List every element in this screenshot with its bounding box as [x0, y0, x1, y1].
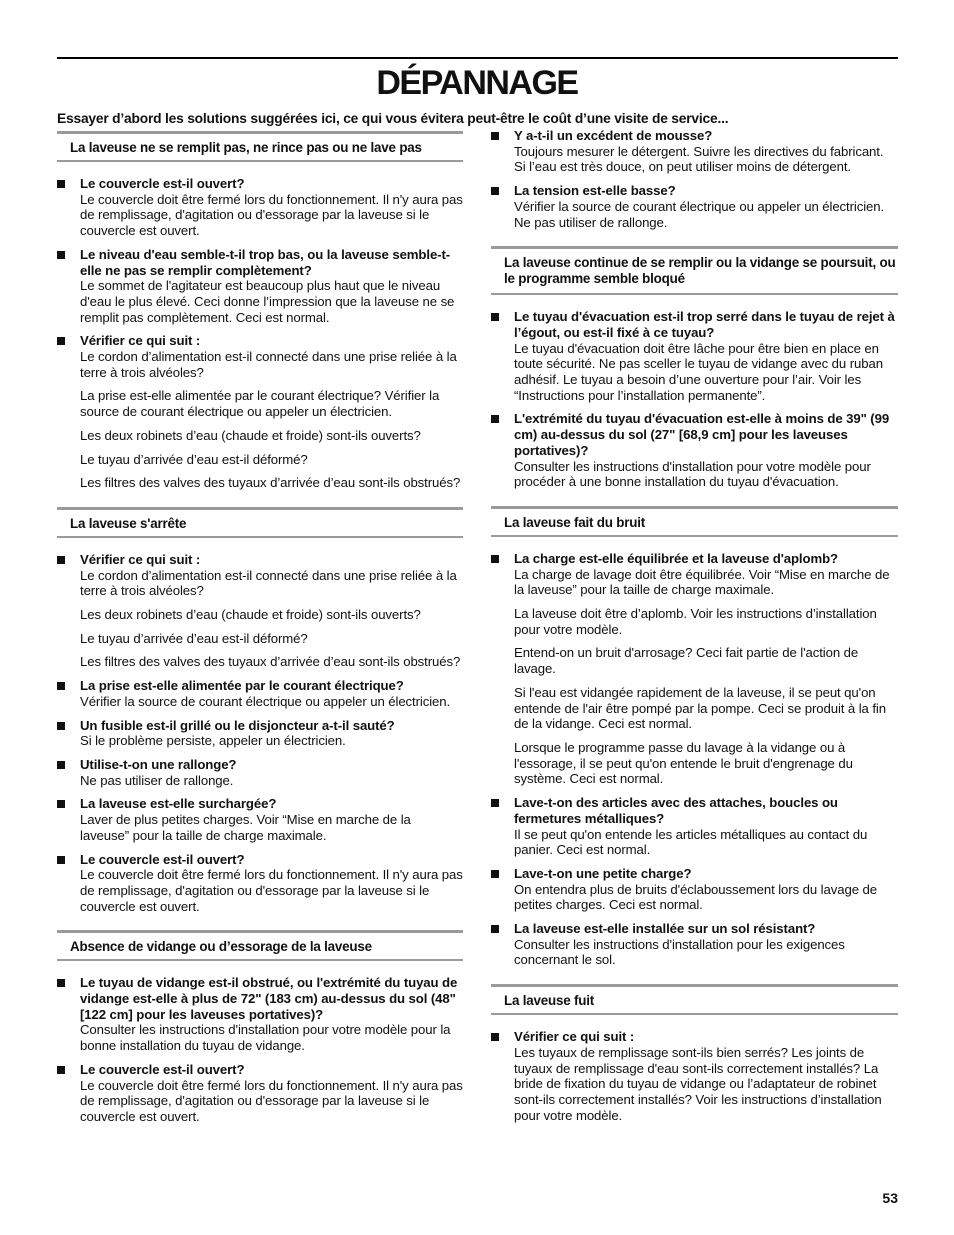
list-item: [57, 852, 463, 915]
item-question: Le niveau d'eau semble-t-il trop bas, ou la laveuse semble-t-elle ne pas se remplir complètement?: [80, 246, 451, 278]
list-item: [491, 309, 898, 403]
troubleshooting-list: [57, 176, 463, 491]
list-item: [57, 333, 463, 491]
item-question: Le tuyau d'évacuation est-il trop serré dans le tuyau de rejet à l’égout, ou est-il fixé à ce tuyau?: [514, 309, 895, 340]
square-bullet-icon: [491, 415, 499, 423]
square-bullet-icon: [491, 313, 499, 321]
square-bullet-icon: [491, 870, 499, 878]
list-item: [57, 757, 463, 788]
section-heading: Absence de vidange ou d’essorage de la laveuse: [57, 930, 463, 961]
list-item: [491, 866, 898, 913]
item-question: Le tuyau de vidange est-il obstrué, ou l'extrémité du tuyau de vidange est-elle à plus de 72" (183 cm) au-dessus du sol (48" [122 cm] pour les laveuses portatives)?: [80, 975, 458, 1022]
item-question: La prise est-elle alimentée par le courant électrique?: [80, 678, 404, 694]
list-item: [57, 796, 463, 843]
troubleshooting-list: [491, 309, 898, 490]
list-item: [57, 678, 463, 709]
item-question: Lave-t-on des articles avec des attaches, boucles ou fermetures métalliques?: [514, 795, 838, 826]
item-extra-text: La prise est-elle alimentée par le courant électrique? Vérifier la source de courant électrique ou appeler un électricien.: [80, 388, 440, 420]
list-item: [491, 1029, 898, 1123]
item-question: Le couvercle est-il ouvert?: [80, 1061, 245, 1077]
item-answer: Il se peut qu'on entende les articles métalliques au contact du panier. Ceci est normal.: [514, 826, 868, 858]
item-answer: Le couvercle doit être fermé lors du fonctionnement. Il n'y aura pas de remplissage, d'agitation ou d'essorage par la laveuse si le couvercle est ouvert.: [80, 191, 463, 239]
list-item: [57, 975, 463, 1054]
item-question: Le couvercle est-il ouvert?: [80, 851, 245, 867]
square-bullet-icon: [57, 856, 65, 864]
list-item: [491, 795, 898, 858]
item-answer: Laver de plus petites charges. Voir “Mise en marche de la laveuse” pour la taille de charge maximale.: [80, 812, 411, 843]
square-bullet-icon: [491, 1033, 499, 1041]
item-question: La laveuse est-elle installée sur un sol résistant?: [514, 921, 816, 937]
item-question: La laveuse est-elle surchargée?: [80, 796, 277, 812]
square-bullet-icon: [57, 761, 65, 769]
item-answer: Vérifier la source de courant électrique ou appeler un électricien. Ne pas utiliser de rallonge.: [514, 198, 885, 230]
item-extra-text: Si l'eau est vidangée rapidement de la laveuse, il se peut qu'on entende de l'air être pompé par la pompe. Ceci se produit à la fin de la vidange. Ceci est normal.: [514, 684, 886, 732]
list-item: [57, 1062, 463, 1125]
list-item: [491, 183, 898, 230]
item-answer: Consulter les instructions d'installation pour votre modèle pour la bonne installation du tuyau de vidange.: [80, 1022, 451, 1054]
item-answer: Le tuyau d'évacuation doit être lâche pour être bien en place en toute sécurité. Ne pas sceller le tuyau de vidange avec du ruban adhésif. Le tuyau a besoin d’une ouverture pour l’air. Voir les “Instructions pour l’installation permanente”.: [514, 340, 883, 403]
item-answer: Consulter les instructions d'installation pour les exigences concernant le sol.: [514, 936, 845, 968]
square-bullet-icon: [57, 251, 65, 259]
item-answer: Ne pas utiliser de rallonge.: [80, 772, 234, 788]
item-question: Vérifier ce qui suit :: [80, 551, 201, 567]
item-answer: On entendra plus de bruits d'éclaboussement lors du lavage de petites charges. Ceci est normal.: [514, 881, 877, 913]
section-heading: La laveuse fuit: [491, 984, 898, 1015]
item-answer: Le couvercle doit être fermé lors du fonctionnement. Il n'y aura pas de remplissage, d'agitation ou d'essorage par la laveuse si le couvercle est ouvert.: [80, 1077, 463, 1124]
list-item: [491, 128, 898, 175]
square-bullet-icon: [491, 187, 499, 195]
item-extra-text: Les deux robinets d’eau (chaude et froide) sont-ils ouverts?: [80, 427, 421, 443]
item-answer: Le cordon d’alimentation est-il connecté dans une prise reliée à la terre à trois alvéoles?: [80, 567, 457, 599]
list-item: [491, 551, 898, 787]
square-bullet-icon: [57, 180, 65, 188]
square-bullet-icon: [57, 800, 65, 808]
item-question: L'extrémité du tuyau d'évacuation est-elle à moins de 39" (99 cm) au-dessus du sol (27" [68,9 cm] pour les laveuses portatives)?: [514, 411, 890, 458]
square-bullet-icon: [57, 556, 65, 564]
intro-text: Essayer d’abord les solutions suggérées ici, ce qui vous évitera peut-être le coût d’une visite de service...: [57, 111, 729, 126]
item-question: Y a-t-il un excédent de mousse?: [514, 128, 713, 143]
list-item: [491, 921, 898, 968]
page-number: 53: [882, 1190, 898, 1206]
item-answer: La charge de lavage doit être équilibrée. Voir “Mise en marche de la laveuse” pour la taille de charge maximale.: [514, 566, 890, 598]
right-column: [491, 128, 898, 1139]
item-answer: Toujours mesurer le détergent. Suivre les directives du fabricant. Si l’eau est très douce, on peut utiliser moins de détergent.: [514, 143, 884, 175]
square-bullet-icon: [491, 555, 499, 563]
troubleshooting-list: [491, 1029, 898, 1123]
item-question: La tension est-elle basse?: [514, 183, 676, 199]
page-title: DÉPANNAGE: [376, 64, 578, 102]
square-bullet-icon: [57, 1066, 65, 1074]
item-extra-text: La laveuse doit être d’aplomb. Voir les instructions d’installation pour votre modèle.: [514, 606, 877, 637]
item-answer: Si le problème persiste, appeler un électricien.: [80, 733, 346, 749]
item-question: Vérifier ce qui suit :: [514, 1029, 635, 1045]
item-answer: Les tuyaux de remplissage sont-ils bien serrés? Les joints de tuyaux de remplissage d'eau sont-ils correctement installés? La bride de fixation du tuyau de vidange ou l’adaptateur de robinet sont-ils correctement installés? Voir les instructions d’installation pour votre modèle.: [514, 1044, 882, 1123]
item-extra-text: Les filtres des valves des tuyaux d’arrivée d’eau sont-ils obstrués?: [80, 475, 461, 491]
list-item: [57, 718, 463, 749]
section-heading: La laveuse continue de se remplir ou la vidange se poursuit, ou le programme semble bloqué: [491, 246, 898, 295]
item-extra-text: Les filtres des valves des tuyaux d’arrivée d’eau sont-ils obstrués?: [80, 654, 461, 670]
troubleshooting-list: [57, 552, 463, 914]
item-extra-text: Entend-on un bruit d'arrosage? Ceci fait partie de l'action de lavage.: [514, 645, 859, 677]
item-answer: Vérifier la source de courant électrique ou appeler un électricien.: [80, 693, 451, 709]
item-question: Le couvercle est-il ouvert?: [80, 176, 245, 191]
item-answer: Consulter les instructions d'installation pour votre modèle pour procéder à une bonne installation du tuyau d'évacuation.: [514, 458, 871, 490]
list-item: [57, 247, 463, 326]
item-extra-text: Lorsque le programme passe du lavage à la vidange ou à l'essorage, il se peut qu'on entende le bruit d'engrenage du système. Ceci est normal.: [514, 739, 853, 787]
item-question: Utilise-t-on une rallonge?: [80, 756, 237, 772]
troubleshooting-list: [491, 128, 898, 230]
square-bullet-icon: [57, 722, 65, 730]
item-extra-text: Les deux robinets d’eau (chaude et froide) sont-ils ouverts?: [80, 607, 421, 623]
square-bullet-icon: [57, 337, 65, 345]
square-bullet-icon: [57, 979, 65, 987]
left-column: [57, 131, 463, 1141]
square-bullet-icon: [57, 682, 65, 690]
item-answer: Le sommet de l'agitateur est beaucoup plus haut que le niveau d'eau le plus élevé. Ceci donne l’impression que la laveuse ne se remplit pas complètement. Ceci est normal.: [80, 278, 455, 325]
list-item: [57, 176, 463, 239]
item-question: Vérifier ce qui suit :: [80, 333, 201, 349]
square-bullet-icon: [491, 799, 499, 807]
troubleshooting-list: [491, 551, 898, 968]
item-answer: Le cordon d’alimentation est-il connecté dans une prise reliée à la terre à trois alvéoles?: [80, 349, 457, 380]
troubleshooting-list: [57, 975, 463, 1124]
item-question: Lave-t-on une petite charge?: [514, 865, 692, 881]
item-extra-text: Le tuyau d’arrivée d’eau est-il déformé?: [80, 630, 308, 646]
list-item: [491, 411, 898, 490]
section-heading: La laveuse s'arrête: [57, 507, 463, 538]
list-item: [57, 552, 463, 670]
section-heading: La laveuse fait du bruit: [491, 506, 898, 537]
section-heading: La laveuse ne se remplit pas, ne rince pas ou ne lave pas: [57, 131, 463, 162]
square-bullet-icon: [491, 925, 499, 933]
item-answer: Le couvercle doit être fermé lors du fonctionnement. Il n'y aura pas de remplissage, d'agitation ou d'essorage par la laveuse si le couvercle est ouvert.: [80, 867, 463, 914]
item-question: La charge est-elle équilibrée et la laveuse d'aplomb?: [514, 550, 838, 566]
top-rule: [57, 57, 898, 59]
square-bullet-icon: [491, 132, 499, 140]
item-question: Un fusible est-il grillé ou le disjoncteur a-t-il sauté?: [80, 717, 395, 733]
item-extra-text: Le tuyau d’arrivée d’eau est-il déformé?: [80, 451, 308, 467]
